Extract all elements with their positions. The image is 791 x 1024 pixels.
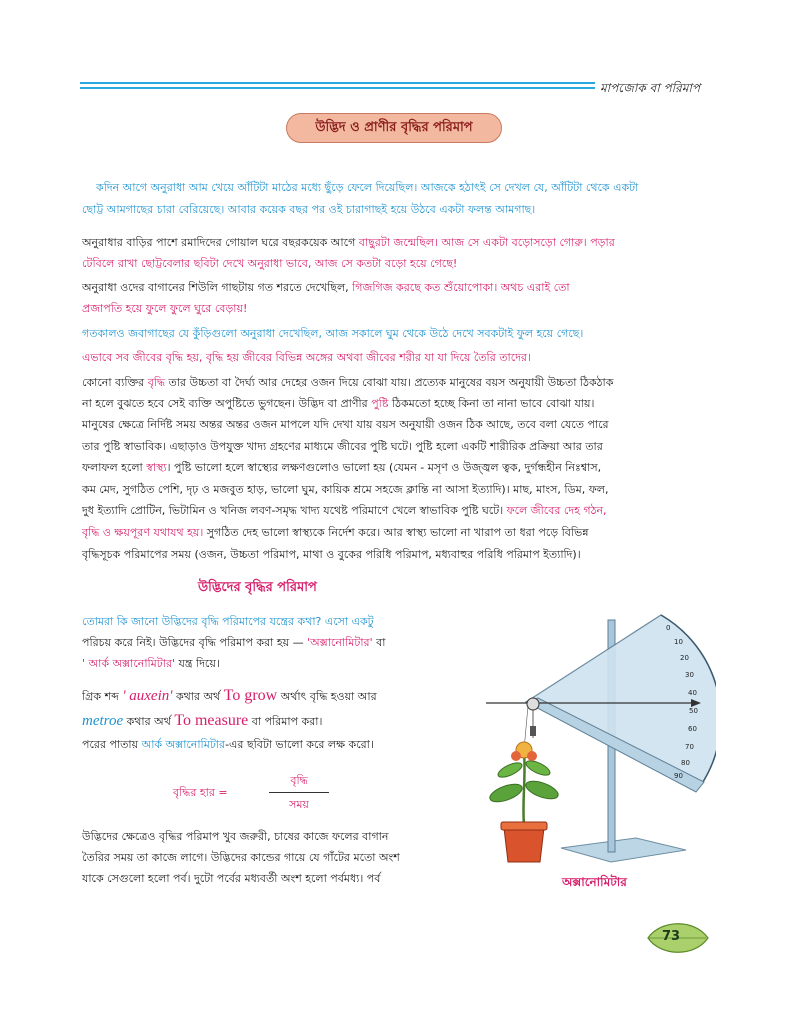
main-l7b: ফলে জীবের দেহ গঠন, — [506, 504, 607, 517]
section-title: উদ্ভিদ ও প্রাণীর বৃদ্ধির পরিমাপ — [286, 113, 502, 143]
growth-rate-formula — [173, 772, 343, 820]
greek-g1a: গ্রিক শব্দ — [82, 690, 123, 703]
scale-label-8: 80 — [681, 759, 690, 767]
main-line-8 — [82, 522, 712, 543]
greek-line-2 — [82, 709, 482, 734]
plant-q2c: বা — [372, 636, 386, 649]
main-l8b: সুগঠিত দেহ ভালো স্বাস্থ্যকে নির্দেশ করে। আর স্বাস্থ্য ভালো না খারাপ তা ধরা পড়ে বিভিন্ন — [203, 526, 589, 539]
para2-l1a: অনুরাধার বাড়ির পাশে রমাদিদের গোয়াল ঘরে বছরকয়েক আগে — [82, 236, 359, 249]
main-line-3: মানুষের ক্ষেত্রে নির্দিষ্ট সময় অন্তর অন্তর ওজন মাপলে যদি দেখা যায় বয়স অনুযায়ী ওজন ঠিক আছে, তবে বলা যেতে পারে — [82, 418, 609, 431]
greek-g1e: অর্থাৎ বৃদ্ধি হওয়া আর — [277, 690, 377, 703]
note-n1c: -এর ছবিটা ভালো করে লক্ষ করো। — [225, 738, 374, 751]
para5: এভাবে সব জীবের বৃদ্ধি হয়, বৃদ্ধি হয় জীবের বিভিন্ন অঙ্গের অথবা জীবের শরীর যা যা দিয়ে তৈরি তাদের। — [82, 351, 531, 364]
main-l5a: ফলাফল হলো — [82, 461, 147, 474]
greek-g1c: কথার অর্থ — [172, 690, 224, 703]
para2-l2a: টেবিলে রাখা ছোট্টবেলার ছবিটা দেখে অনুরাধা ভাবে, — [82, 257, 315, 270]
plant-body-3: যাকে সেগুলো হলো পর্ব। দুটো পর্বের মধ্যবর্তী অংশ হলো পর্বমধ্য। পর্ব — [82, 872, 381, 885]
plant-body-1: উদ্ভিদের ক্ষেত্রেও বৃদ্ধির পরিমাপ খুব জরুরী, চাষের কাজে ফলের বাগান — [82, 830, 389, 843]
greek-g2c: To measure — [174, 712, 249, 729]
greek-words — [82, 684, 482, 755]
greek-line-1 — [82, 684, 482, 709]
plant-q2a: পরিচয় করে নিই। উদ্ভিদের বৃদ্ধি পরিমাপ করা হয় — — [82, 636, 308, 649]
plant-q2b: 'অক্সানোমিটার' — [307, 636, 373, 649]
main-l1a: কোনো ব্যক্তির — [82, 376, 148, 389]
main-line-6: কম মেদ, সুগঠিত পেশি, দৃঢ় ও মজবুত হাড়, ভালো ঘুম, কায়িক শ্রমে সহজে ক্লান্তি না আসা ইত্যাদি)। মাছ, মাংস, ডিম, ফল, — [82, 483, 609, 496]
main-l8a: বৃদ্ধি ও ক্ষয়পূরণ যথাযথ হয়। — [82, 526, 204, 539]
greek-g2b: কথার অর্থ — [123, 715, 175, 728]
scale-label-9: 90 — [674, 772, 683, 780]
para4: গতকালও জবাগাছের যে কুঁড়িগুলো অনুরাধা দেখেছিল, আজ সকালে ঘুম থেকে উঠে দেখে সবকটাই ফুল হয়ে গেছে। — [82, 327, 584, 340]
plant-body-2: তৈরির সময় তা কাজে লাগে। উদ্ভিদের কান্ডের গায়ে যে গাঁটের মতো অংশ — [82, 851, 400, 864]
intro-line-1: কদিন আগে অনুরাধা আম খেয়ে আঁটিটা মাঠের মধ্যে ছুঁড়ে ফেলে দিয়েছিল। আজকে হঠাৎই সে দেখল যে, আঁটিটা থেকে একটা — [96, 181, 639, 194]
scale-label-2: 20 — [680, 654, 689, 662]
running-title: মাপজোক বা পরিমাপ — [600, 81, 700, 95]
scale-label-6: 60 — [688, 725, 697, 733]
formula-fraction-bar — [269, 792, 329, 793]
main-line-4: তার পুষ্টি স্বাভাবিক। এছাড়াও উপযুক্ত খাদ্য গ্রহণের মাধ্যমে জীবের পুষ্টি ঘটে। পুষ্টি হলো একটি শারীরিক প্রক্রিয়া আর তার — [82, 440, 603, 453]
scale-label-1: 10 — [674, 638, 683, 646]
para3-l1b: গিজগিজ করছে কত শুঁয়োপোকা। অথচ এরাই তো — [352, 281, 570, 294]
plant-q3 — [82, 653, 482, 674]
para2-l2b: আজ সে কতটা বড়ো হয়ে গেছে! — [314, 257, 458, 270]
intro-line-2: ছোট্ট আমগাছের চারা বেরিয়েছে। আবার কয়েক বছর পর ওই চারাগাছই হয়ে উঠবে একটা ফলন্ত আমগাছ। — [82, 203, 536, 216]
page-number: 73 — [662, 929, 681, 944]
header-rule — [80, 82, 595, 94]
main-line-2 — [82, 393, 712, 414]
note-n1a: পরের পাতায় — [82, 738, 142, 751]
para3-line-2: প্রজাপতি হয়ে ফুলে ফুলে ঘুরে বেড়ায়! — [82, 302, 248, 315]
plant-body — [82, 826, 482, 889]
para3-line-1 — [82, 277, 712, 298]
main-l1b: বৃদ্ধি — [147, 376, 166, 389]
main-l5b: স্বাস্থ্য — [146, 461, 167, 474]
scale-label-3: 30 — [685, 671, 694, 679]
plant-intro — [82, 611, 482, 674]
greek-g1d: To grow — [223, 687, 278, 704]
main-l2c: ঠিকমতো হচ্ছে কিনা তা নানা ভাবে বোঝা যায়। — [388, 397, 595, 410]
main-line-9: বৃদ্ধিসূচক পরিমাপের সময় (ওজন, উচ্চতা পরিমাপ, মাথা ও বুকের পরিধি পরিমাপ, মধ্যবাহুর পরিধি পরিমাপ ইত্যাদি)। — [82, 548, 581, 561]
auxanometer-illustration — [486, 600, 716, 880]
plant-q3b: যন্ত্র দিয়ে। — [175, 657, 220, 670]
note-n1b: আর্ক অক্সানোমিটার — [141, 738, 226, 751]
para3-l1a: অনুরাধা ওদের বাগানের শিউলি গাছটায় গত শরতে দেখেছিল, — [82, 281, 353, 294]
greek-g1b: ' auxein' — [122, 688, 173, 704]
figure-caption: অক্সানোমিটার — [562, 875, 627, 889]
para2-line-1 — [82, 232, 712, 253]
scale-label-7: 70 — [685, 743, 694, 751]
greek-g2a: metroe — [82, 713, 124, 729]
main-l5c: । পুষ্টি ভালো হলে স্বাস্থ্যের লক্ষণগুলোও ভালো হয় (যেমন - মসৃণ ও উজ্জ্বল ত্বক, দুর্গন্ধহীন নিঃশ্বাস, — [166, 461, 602, 474]
main-line-7 — [82, 500, 712, 521]
main-l2b: পুষ্টি — [371, 397, 389, 410]
para2-l1b: বাছুরটা জন্মেছিল। আজ সে একটা বড়োসড়ো গোরু। পড়ার — [358, 236, 615, 249]
next-page-note — [82, 734, 482, 755]
main-line-5 — [82, 457, 712, 478]
formula-denominator: সময় — [289, 798, 309, 811]
scale-label-5: 50 — [689, 707, 698, 715]
para2-line-2 — [82, 253, 712, 274]
plant-q1: তোমরা কি জানো উদ্ভিদের বৃদ্ধি পরিমাপের যন্ত্রের কথা? এসো একটু — [82, 615, 374, 628]
main-l2a: না হলে বুঝতে হবে সেই ব্যক্তি অপুষ্টিতে ভুগছেন। উদ্ভিদ বা প্রাণীর — [82, 397, 372, 410]
formula-numerator: বৃদ্ধি — [290, 774, 308, 787]
plant-section-title: উদ্ভিদের বৃদ্ধির পরিমাপ — [198, 580, 317, 595]
plant-q3a: ' আর্ক অক্সানোমিটার' — [82, 657, 176, 670]
scale-label-4: 40 — [688, 689, 697, 697]
scale-label-0: 0 — [666, 624, 671, 632]
formula-lhs: বৃদ্ধির হার = — [173, 786, 228, 799]
plant-q2 — [82, 632, 482, 653]
greek-g2d: বা পরিমাপ করা। — [248, 715, 323, 728]
main-line-1 — [82, 372, 712, 393]
main-l7a: দুধ ইত্যাদি প্রোটিন, ভিটামিন ও খনিজ লবণ-সমৃদ্ধ খাদ্য যথেষ্ট পরিমাণে খেলে স্বাভাবিক পুষ্টি ঘটে। — [82, 504, 507, 517]
main-l1c: তার উচ্চতা বা দৈর্ঘ্য আর দেহের ওজন দিয়ে বোঝা যায়। প্রত্যেক মানুষের বয়স অনুযায়ী উচ্চতা ঠিকঠাক — [165, 376, 614, 389]
